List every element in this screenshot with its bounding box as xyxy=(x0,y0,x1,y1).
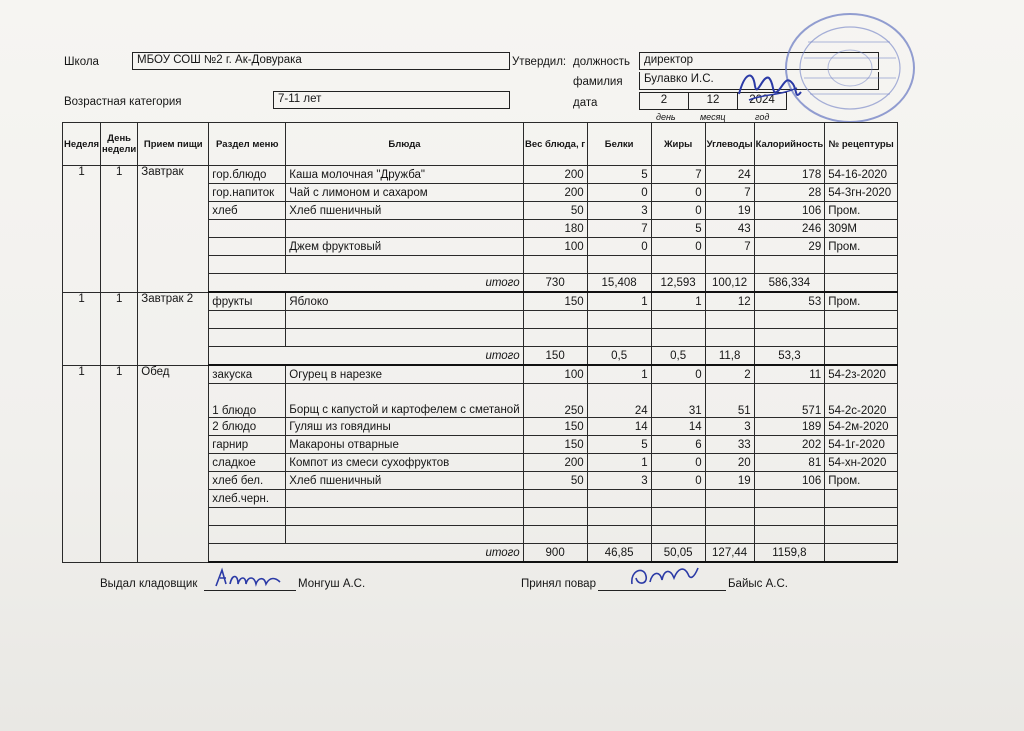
dish-cell: Хлеб пшеничный xyxy=(286,202,523,220)
week-cell: 1 xyxy=(63,365,101,562)
dish-cell: Гуляш из говядины xyxy=(286,418,523,436)
year-caption: год xyxy=(755,112,770,122)
recipe-cell xyxy=(825,490,898,508)
surname-label: фамилия xyxy=(573,76,623,88)
date-label: дата xyxy=(573,97,598,109)
section-cell xyxy=(209,329,286,347)
kcal-cell: 29 xyxy=(754,238,825,256)
carbs-cell: 19 xyxy=(705,472,754,490)
total-label: итого xyxy=(209,274,523,293)
kcal-cell xyxy=(754,526,825,544)
protein-cell xyxy=(587,311,651,329)
weight-cell: 250 xyxy=(523,384,587,418)
fat-cell: 14 xyxy=(651,418,705,436)
recipe-cell: 54-1г-2020 xyxy=(825,436,898,454)
kcal-cell xyxy=(754,329,825,347)
total-kcal-cell: 53,3 xyxy=(754,347,825,366)
dish-cell xyxy=(286,490,523,508)
age-field[interactable]: 7-11 лет xyxy=(273,91,510,109)
kcal-cell: 246 xyxy=(754,220,825,238)
section-cell: 2 блюдо xyxy=(209,418,286,436)
fat-cell: 6 xyxy=(651,436,705,454)
total-label: итого xyxy=(209,544,523,563)
carbs-cell: 51 xyxy=(705,384,754,418)
kcal-cell: 106 xyxy=(754,202,825,220)
weight-cell: 150 xyxy=(523,436,587,454)
total-fat-cell: 0,5 xyxy=(651,347,705,366)
carbs-cell xyxy=(705,256,754,274)
section-cell: гор.блюдо xyxy=(209,166,286,184)
table-row xyxy=(63,166,898,184)
fat-cell: 31 xyxy=(651,384,705,418)
dish-cell xyxy=(286,508,523,526)
fat-cell xyxy=(651,508,705,526)
fat-cell: 0 xyxy=(651,238,705,256)
section-cell xyxy=(209,526,286,544)
weight-cell: 200 xyxy=(523,166,587,184)
dish-cell: Яблоко xyxy=(286,292,523,311)
day-cell: 1 xyxy=(101,292,138,365)
dish-cell: Борщ с капустой и картофелем с сметаной xyxy=(286,384,523,418)
carbs-cell: 24 xyxy=(705,166,754,184)
weight-cell xyxy=(523,490,587,508)
recipe-cell: Пром. xyxy=(825,238,898,256)
received-name: Байыс А.С. xyxy=(728,578,788,590)
section-cell: сладкое xyxy=(209,454,286,472)
weight-cell: 100 xyxy=(523,238,587,256)
carbs-cell: 19 xyxy=(705,202,754,220)
kcal-cell xyxy=(754,256,825,274)
position-label: должность xyxy=(573,56,631,68)
weight-cell: 200 xyxy=(523,454,587,472)
carbs-cell xyxy=(705,490,754,508)
carbs-cell: 7 xyxy=(705,184,754,202)
fat-cell: 0 xyxy=(651,202,705,220)
school-label: Школа xyxy=(64,56,99,68)
recipe-cell: 54-16-2020 xyxy=(825,166,898,184)
dish-cell: Чай с лимоном и сахаром xyxy=(286,184,523,202)
carbs-cell xyxy=(705,508,754,526)
total-recipe-cell xyxy=(825,544,898,563)
total-carbs-cell: 100,12 xyxy=(705,274,754,293)
protein-cell: 0 xyxy=(587,238,651,256)
recipe-cell xyxy=(825,256,898,274)
kcal-cell xyxy=(754,490,825,508)
weight-cell: 100 xyxy=(523,365,587,384)
day-cell: 1 xyxy=(101,365,138,562)
protein-cell xyxy=(587,256,651,274)
approved-label: Утвердил: xyxy=(512,56,567,68)
table-row xyxy=(63,292,898,311)
weight-cell xyxy=(523,311,587,329)
table-row xyxy=(63,365,898,384)
fat-cell: 0 xyxy=(651,365,705,384)
column-header: Блюда xyxy=(286,123,523,166)
column-header: № рецептуры xyxy=(825,123,898,166)
fat-cell xyxy=(651,490,705,508)
protein-cell: 3 xyxy=(587,472,651,490)
kcal-cell: 11 xyxy=(754,365,825,384)
date-year-field[interactable]: 2024 xyxy=(737,92,787,110)
section-cell xyxy=(209,238,286,256)
day-caption: день xyxy=(656,112,676,122)
carbs-cell: 12 xyxy=(705,292,754,311)
month-caption: месяц xyxy=(700,112,726,122)
recipe-cell xyxy=(825,311,898,329)
recipe-cell: 309М xyxy=(825,220,898,238)
protein-cell: 7 xyxy=(587,220,651,238)
carbs-cell: 3 xyxy=(705,418,754,436)
protein-cell: 24 xyxy=(587,384,651,418)
surname-field[interactable]: Булавко И.С. xyxy=(639,72,879,90)
kcal-cell: 178 xyxy=(754,166,825,184)
total-label: итого xyxy=(209,347,523,366)
week-cell: 1 xyxy=(63,292,101,365)
total-weight-cell: 900 xyxy=(523,544,587,563)
section-cell: гор.напиток xyxy=(209,184,286,202)
date-day-field[interactable]: 2 xyxy=(639,92,689,110)
recipe-cell: 54-2с-2020 xyxy=(825,384,898,418)
total-recipe-cell xyxy=(825,347,898,366)
weight-cell: 50 xyxy=(523,202,587,220)
total-recipe-cell xyxy=(825,274,898,293)
total-protein-cell: 46,85 xyxy=(587,544,651,563)
kcal-cell xyxy=(754,508,825,526)
carbs-cell: 20 xyxy=(705,454,754,472)
meal-cell: Обед xyxy=(138,365,209,562)
protein-cell xyxy=(587,526,651,544)
section-cell: хлеб бел. xyxy=(209,472,286,490)
dish-cell xyxy=(286,220,523,238)
section-cell xyxy=(209,508,286,526)
carbs-cell: 7 xyxy=(705,238,754,256)
section-cell xyxy=(209,311,286,329)
section-cell: гарнир xyxy=(209,436,286,454)
received-label: Принял повар xyxy=(521,578,596,590)
date-month-field[interactable]: 12 xyxy=(688,92,738,110)
issued-name: Монгуш А.С. xyxy=(298,578,366,590)
total-weight-cell: 150 xyxy=(523,347,587,366)
section-cell: фрукты xyxy=(209,292,286,311)
recipe-cell xyxy=(825,508,898,526)
dish-cell xyxy=(286,329,523,347)
table-header-row xyxy=(63,123,898,166)
dish-cell xyxy=(286,526,523,544)
column-header: Углеводы xyxy=(705,123,754,166)
fat-cell: 5 xyxy=(651,220,705,238)
column-header: Вес блюда, г xyxy=(523,123,587,166)
received-signature-line xyxy=(598,590,726,591)
column-header: Раздел меню xyxy=(209,123,286,166)
kcal-cell: 53 xyxy=(754,292,825,311)
total-fat-cell: 12,593 xyxy=(651,274,705,293)
recipe-cell: 54-2з-2020 xyxy=(825,365,898,384)
section-cell xyxy=(209,256,286,274)
meal-cell: Завтрак 2 xyxy=(138,292,209,365)
total-fat-cell: 50,05 xyxy=(651,544,705,563)
protein-cell xyxy=(587,508,651,526)
menu-table-body xyxy=(63,166,898,563)
fat-cell: 0 xyxy=(651,184,705,202)
column-header: Калорийность xyxy=(754,123,825,166)
recipe-cell xyxy=(825,526,898,544)
weight-cell xyxy=(523,526,587,544)
protein-cell: 3 xyxy=(587,202,651,220)
section-cell: 1 блюдо xyxy=(209,384,286,418)
recipe-cell: 54-хн-2020 xyxy=(825,454,898,472)
dish-cell xyxy=(286,311,523,329)
recipe-cell: Пром. xyxy=(825,202,898,220)
issued-label: Выдал кладовщик xyxy=(100,578,198,590)
dish-cell xyxy=(286,256,523,274)
meal-cell: Завтрак xyxy=(138,166,209,293)
protein-cell: 14 xyxy=(587,418,651,436)
fat-cell: 1 xyxy=(651,292,705,311)
kcal-cell: 571 xyxy=(754,384,825,418)
weight-cell: 50 xyxy=(523,472,587,490)
dish-cell: Компот из смеси сухофруктов xyxy=(286,454,523,472)
carbs-cell xyxy=(705,526,754,544)
section-cell: хлеб xyxy=(209,202,286,220)
carbs-cell xyxy=(705,329,754,347)
column-header: Прием пищи xyxy=(138,123,209,166)
fat-cell xyxy=(651,256,705,274)
menu-table xyxy=(62,122,898,563)
carbs-cell: 2 xyxy=(705,365,754,384)
recipe-cell: 54-3гн-2020 xyxy=(825,184,898,202)
kcal-cell: 202 xyxy=(754,436,825,454)
total-protein-cell: 0,5 xyxy=(587,347,651,366)
school-field[interactable]: МБОУ СОШ №2 г. Ак-Довурака xyxy=(132,52,510,70)
section-cell: закуска xyxy=(209,365,286,384)
weight-cell: 150 xyxy=(523,418,587,436)
protein-cell: 0 xyxy=(587,184,651,202)
column-header: Белки xyxy=(587,123,651,166)
total-carbs-cell: 11,8 xyxy=(705,347,754,366)
kcal-cell: 106 xyxy=(754,472,825,490)
total-kcal-cell: 1159,8 xyxy=(754,544,825,563)
kcal-cell: 28 xyxy=(754,184,825,202)
carbs-cell xyxy=(705,311,754,329)
kcal-cell: 189 xyxy=(754,418,825,436)
fat-cell: 0 xyxy=(651,472,705,490)
weight-cell xyxy=(523,256,587,274)
column-header: День недели xyxy=(101,123,138,166)
total-protein-cell: 15,408 xyxy=(587,274,651,293)
carbs-cell: 43 xyxy=(705,220,754,238)
section-cell xyxy=(209,220,286,238)
director-signature-icon xyxy=(735,64,805,108)
fat-cell xyxy=(651,311,705,329)
column-header: Жиры xyxy=(651,123,705,166)
recipe-cell: Пром. xyxy=(825,292,898,311)
weight-cell: 200 xyxy=(523,184,587,202)
protein-cell: 1 xyxy=(587,454,651,472)
fat-cell xyxy=(651,526,705,544)
weight-cell xyxy=(523,329,587,347)
dish-cell: Хлеб пшеничный xyxy=(286,472,523,490)
dish-cell: Огурец в нарезке xyxy=(286,365,523,384)
day-cell: 1 xyxy=(101,166,138,293)
protein-cell: 5 xyxy=(587,436,651,454)
recipe-cell xyxy=(825,329,898,347)
weight-cell: 150 xyxy=(523,292,587,311)
dish-cell: Каша молочная "Дружба" xyxy=(286,166,523,184)
recipe-cell: Пром. xyxy=(825,472,898,490)
kcal-cell: 81 xyxy=(754,454,825,472)
kcal-cell xyxy=(754,311,825,329)
protein-cell xyxy=(587,329,651,347)
carbs-cell: 33 xyxy=(705,436,754,454)
position-field[interactable]: директор xyxy=(639,52,879,70)
fat-cell: 0 xyxy=(651,454,705,472)
age-label: Возрастная категория xyxy=(64,96,182,108)
dish-cell: Макароны отварные xyxy=(286,436,523,454)
storekeeper-signature-icon xyxy=(210,564,290,592)
recipe-cell: 54-2м-2020 xyxy=(825,418,898,436)
fat-cell xyxy=(651,329,705,347)
protein-cell: 5 xyxy=(587,166,651,184)
dish-cell: Джем фруктовый xyxy=(286,238,523,256)
section-cell: хлеб.черн. xyxy=(209,490,286,508)
weight-cell xyxy=(523,508,587,526)
total-weight-cell: 730 xyxy=(523,274,587,293)
cook-signature-icon xyxy=(624,560,704,590)
weight-cell: 180 xyxy=(523,220,587,238)
protein-cell xyxy=(587,490,651,508)
week-cell: 1 xyxy=(63,166,101,293)
total-carbs-cell: 127,44 xyxy=(705,544,754,563)
fat-cell: 7 xyxy=(651,166,705,184)
protein-cell: 1 xyxy=(587,292,651,311)
column-header: Неделя xyxy=(63,123,101,166)
protein-cell: 1 xyxy=(587,365,651,384)
total-kcal-cell: 586,334 xyxy=(754,274,825,293)
